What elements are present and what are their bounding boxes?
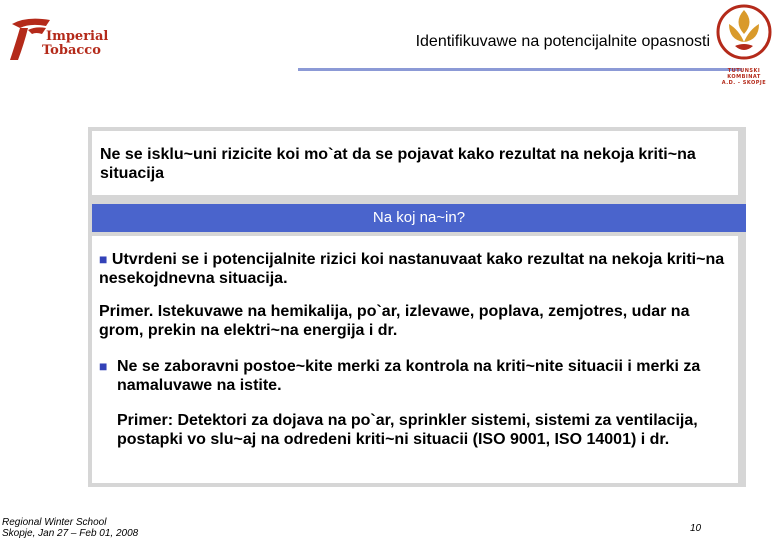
tobacco-leaf-emblem-icon <box>715 2 773 68</box>
svg-text:Tobacco: Tobacco <box>42 43 101 58</box>
imperial-tobacco-emblem-icon <box>6 14 110 66</box>
question-bar: Na koj na~in? <box>92 204 746 232</box>
logo-caption-line2: A.D. - SKOPJE <box>721 80 767 86</box>
square-bullet-icon: ■ <box>99 358 108 374</box>
page-number: 10 <box>690 523 702 534</box>
logo-caption-line1: TUTUNSKI KOMBINAT <box>727 68 761 80</box>
square-bullet-icon: ■ <box>99 251 108 267</box>
example-2: Primer: Detektori za dojava na po`ar, sprinkler sistemi, sistemi za ventilacija, postapki vo slu~aj na odredeni kriti~ni situacii (ISO 9001, ISO 14001) i dr. <box>117 412 698 448</box>
intro-text: Ne se isklu~uni rizicite koi mo`at da se pojavat kako rezultat na nekoja kriti~na situacija <box>100 146 696 182</box>
intro-box <box>92 131 738 195</box>
page-title: Identifikuvawe na potencijalnite opasnosti <box>415 33 710 50</box>
title-underline <box>298 68 742 71</box>
footer-event <box>2 517 138 539</box>
footer-line-2: Skopje, Jan 27 – Feb 01, 2008 <box>2 528 139 539</box>
bullet-item-1-text: Utvrdeni se i potencijalnite rizici koi nastanuvaat kako rezultat na nekoja kriti~na nesekojdnevna situacija. <box>99 251 725 287</box>
bullet-item-2-text: Ne se zaboravni postoe~kite merki za kontrola na kriti~nite situacii i merki za namaluvawe na istite. <box>117 358 701 394</box>
svg-text:Imperial: Imperial <box>46 29 109 44</box>
tutunski-kombinat-logo <box>715 2 773 86</box>
imperial-tobacco-logo <box>6 14 110 66</box>
main-content-box <box>92 236 738 483</box>
bullet-item-2 <box>99 357 729 395</box>
example-1: Primer. Istekuvawe na hemikalija, po`ar, izlevawe, poplava, zemjotres, udar na grom, prekin na elektri~na energija i dr. <box>99 303 690 339</box>
footer-line-1: Regional Winter School <box>2 517 107 528</box>
bullet-item-1 <box>99 250 729 288</box>
